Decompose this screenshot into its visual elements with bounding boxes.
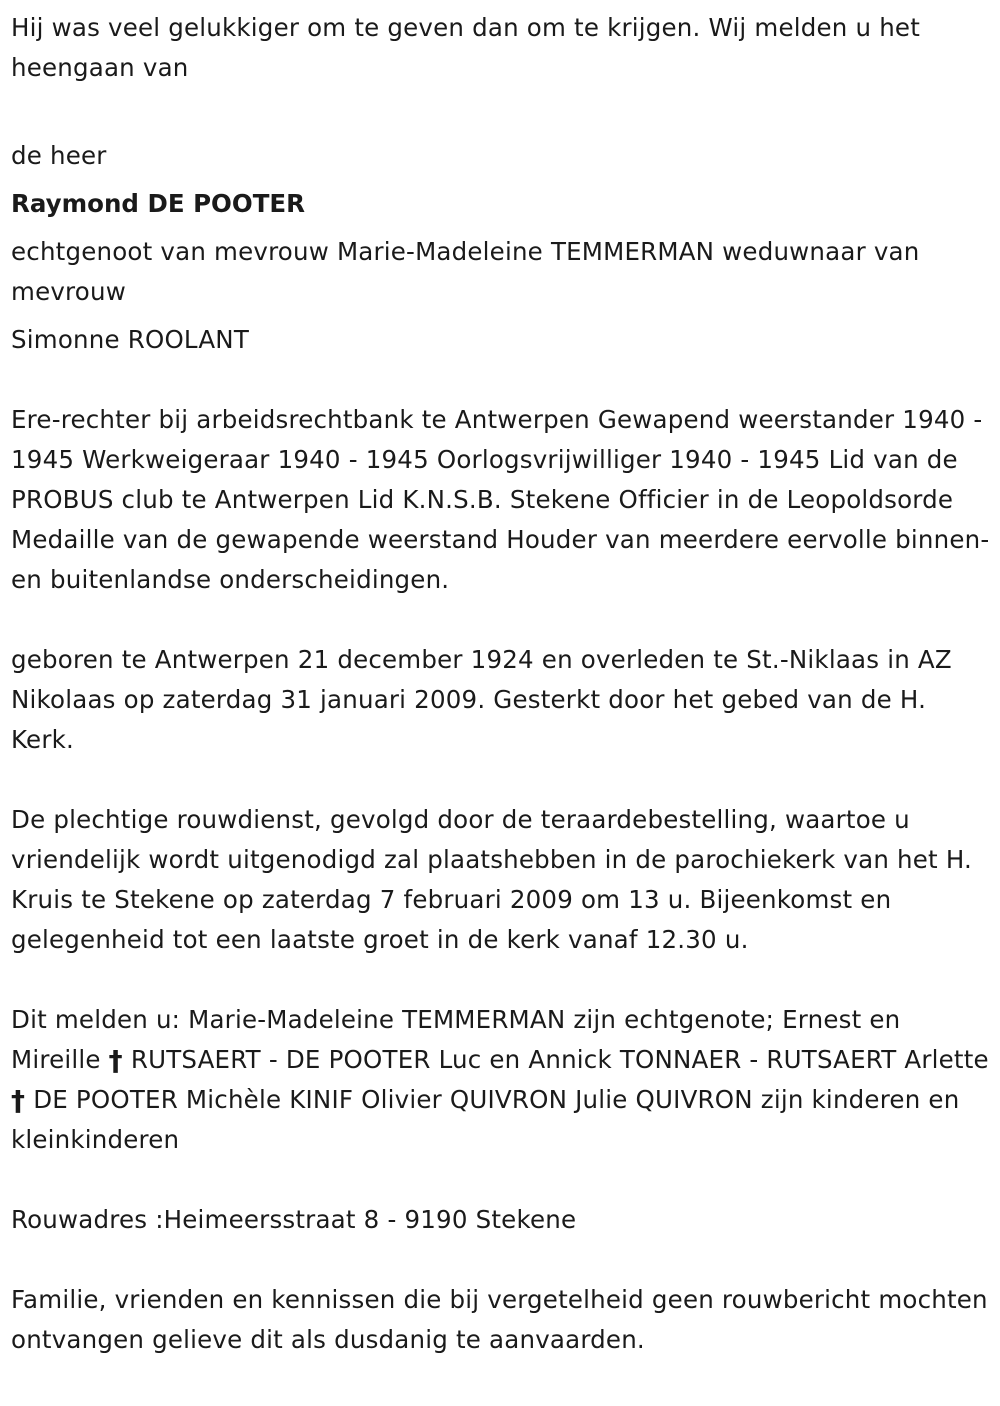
spouse-line: echtgenoot van mevrouw Marie-Madeleine TEMMERMAN weduwnaar van mevrouw bbox=[11, 237, 920, 306]
address-line: Rouwadres :Heimeersstraat 8 - 9190 Stekene bbox=[11, 1205, 577, 1234]
salutation: de heer bbox=[11, 141, 107, 170]
late-spouse-name: Simonne ROOLANT bbox=[11, 325, 249, 354]
ceremony-paragraph: De plechtige rouwdienst, gevolgd door de teraardebestelling, waartoe u vriendelijk wordt uitgenodigd zal plaatshebben in de parochiekerk van het H. Kruis te Stekene op zaterdag 7 februari 2009 om 13 u. Bijeenkomst en gelegenheid tot een laatste groet in de kerk vanaf 12.30 u. bbox=[11, 805, 973, 954]
death-notice bbox=[11, 8, 991, 1360]
family-text-2: RUTSAERT - DE POOTER Luc en Annick TONNAER - RUTSAERT Arlette bbox=[130, 1045, 989, 1074]
deceased-name: Raymond DE POOTER bbox=[11, 189, 306, 218]
cross-icon: † bbox=[11, 1084, 26, 1117]
closing-paragraph: Familie, vrienden en kennissen die bij vergetelheid geen rouwbericht mochten ontvangen gelieve dit als dusdanig te aanvaarden. bbox=[11, 1285, 988, 1354]
titles-paragraph: Ere-rechter bij arbeidsrechtbank te Antwerpen Gewapend weerstander 1940 - 1945 Werkweigeraar 1940 - 1945 Oorlogsvrijwilliger 1940 - 1945 Lid van de PROBUS club te Antwerpen Lid K.N.S.B. Stekene Officier in de Leopoldsorde Medaille van de gewapende weerstand Houder van meerdere eervolle binnen- en buitenlandse onderscheidingen. bbox=[11, 405, 990, 594]
intro-text: Hij was veel gelukkiger om te geven dan om te krijgen. Wij melden u het heengaan van bbox=[11, 13, 921, 82]
birth-death-paragraph: geboren te Antwerpen 21 december 1924 en overleden te St.-Niklaas in AZ Nikolaas op zaterdag 31 januari 2009. Gesterkt door het gebed van de H. Kerk. bbox=[11, 645, 952, 754]
family-text-1: Dit melden u: Marie-Madeleine TEMMERMAN zijn echtgenote; Ernest en Mireille bbox=[11, 1005, 901, 1074]
family-paragraph bbox=[11, 1000, 991, 1160]
cross-icon: † bbox=[108, 1044, 123, 1077]
family-text-3: DE POOTER Michèle KINIF Olivier QUIVRON Julie QUIVRON zijn kinderen en kleinkinderen bbox=[11, 1085, 960, 1154]
